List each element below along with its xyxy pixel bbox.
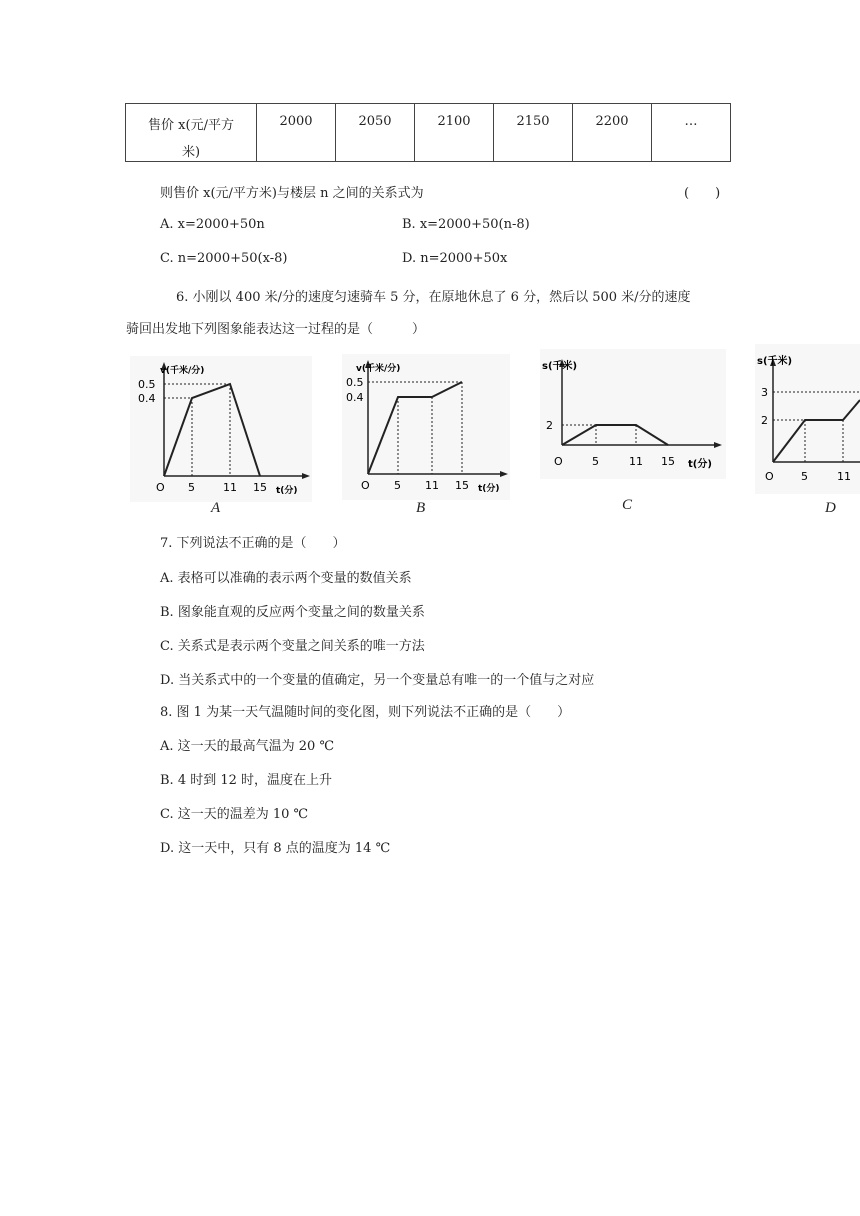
table-row-header bbox=[126, 104, 257, 162]
table-cell: 2100 bbox=[415, 104, 494, 162]
q6-stem-line1: 6. 小刚以 400 米/分的速度匀速骑车 5 分，在原地休息了 6 分，然后以 500 米/分的速度 bbox=[176, 290, 691, 305]
graph-d-xtick: 11 bbox=[837, 470, 851, 483]
graph-b-origin: O bbox=[361, 479, 370, 492]
price-table bbox=[125, 103, 731, 162]
q5-option-a: A. x=2000+50n bbox=[160, 217, 265, 232]
graph-d-caption: D bbox=[825, 500, 836, 516]
graph-a-xtick: 15 bbox=[253, 481, 267, 494]
q6-stem-line2: 骑回出发地下列图象能表达这一过程的是（ ） bbox=[126, 322, 426, 337]
graph-c-xtick: 5 bbox=[592, 455, 599, 468]
graph-d-ytick: 3 bbox=[761, 386, 768, 399]
graph-c-ytick: 2 bbox=[546, 419, 553, 432]
q8-stem: 8. 图 1 为某一天气温随时间的变化图，则下列说法不正确的是（ ） bbox=[160, 705, 571, 720]
q8-option-d: D. 这一天中，只有 8 点的温度为 14 ℃ bbox=[160, 841, 391, 856]
graph-c-origin: O bbox=[554, 455, 563, 468]
table-cell: 2150 bbox=[494, 104, 573, 162]
graph-a-xtick: 11 bbox=[223, 481, 237, 494]
table-row bbox=[126, 104, 731, 162]
graph-c-xtick: 15 bbox=[661, 455, 675, 468]
graph-d bbox=[755, 344, 860, 494]
q8-option-c: C. 这一天的温差为 10 ℃ bbox=[160, 807, 309, 822]
q7-option-b: B. 图象能直观的反应两个变量之间的数量关系 bbox=[160, 605, 425, 620]
q5-option-d: D. n=2000+50x bbox=[402, 251, 508, 266]
row-label-line1: 售价 x(元/平方 bbox=[148, 118, 234, 133]
table-cell: 2000 bbox=[257, 104, 336, 162]
graph-b-ytick: 0.5 bbox=[346, 376, 364, 389]
graph-a-ytick: 0.4 bbox=[138, 392, 156, 405]
graph-a bbox=[130, 356, 312, 502]
q8-option-b: B. 4 时到 12 时，温度在上升 bbox=[160, 773, 333, 788]
graph-c-caption: C bbox=[622, 497, 633, 513]
graph-b-xtick: 15 bbox=[455, 479, 469, 492]
q7-option-a: A. 表格可以准确的表示两个变量的数值关系 bbox=[160, 571, 412, 586]
graph-a-xtick: 5 bbox=[188, 481, 195, 494]
graph-d-ytick: 2 bbox=[761, 414, 768, 427]
graph-b bbox=[342, 354, 510, 500]
graph-b-caption: B bbox=[416, 500, 426, 516]
graph-a-ylabel: v(千米/分) bbox=[160, 366, 205, 376]
graph-b-xtick: 11 bbox=[425, 479, 439, 492]
q7-option-c: C. 关系式是表示两个变量之间关系的唯一方法 bbox=[160, 639, 425, 654]
table-cell: … bbox=[652, 104, 731, 162]
q5-option-c: C. n=2000+50(x-8) bbox=[160, 251, 288, 266]
graph-a-xlabel: t(分) bbox=[276, 486, 298, 496]
graph-b-xlabel: t(分) bbox=[478, 484, 500, 494]
graph-c-ylabel: s(千米) bbox=[542, 361, 578, 372]
graph-c-xtick: 11 bbox=[629, 455, 643, 468]
graph-d-ylabel: s(千米) bbox=[757, 356, 793, 367]
graph-b-ytick: 0.4 bbox=[346, 391, 364, 404]
graph-a-origin: O bbox=[156, 481, 165, 494]
q8-option-a: A. 这一天的最高气温为 20 ℃ bbox=[160, 739, 335, 754]
graph-b-xtick: 5 bbox=[394, 479, 401, 492]
q5-option-b: B. x=2000+50(n-8) bbox=[402, 217, 530, 232]
graph-c bbox=[540, 349, 726, 479]
table-cell: 2050 bbox=[336, 104, 415, 162]
graph-c-xlabel: t(分) bbox=[688, 459, 712, 470]
graph-d-origin: O bbox=[765, 470, 774, 483]
graph-b-ylabel: v(千米/分) bbox=[356, 364, 401, 374]
graph-d-xtick: 5 bbox=[801, 470, 808, 483]
table-cell: 2200 bbox=[573, 104, 652, 162]
q5-stem: 则售价 x(元/平方米)与楼层 n 之间的关系式为 bbox=[160, 186, 424, 201]
row-label-line2: 米) bbox=[181, 145, 201, 160]
graph-a-caption: A bbox=[211, 500, 221, 516]
q7-option-d: D. 当关系式中的一个变量的值确定，另一个变量总有唯一的一个值与之对应 bbox=[160, 673, 595, 688]
graph-a-ytick: 0.5 bbox=[138, 378, 156, 391]
q7-stem: 7. 下列说法不正确的是（ ） bbox=[160, 536, 346, 551]
q5-answer-bracket: ( ) bbox=[684, 186, 721, 201]
